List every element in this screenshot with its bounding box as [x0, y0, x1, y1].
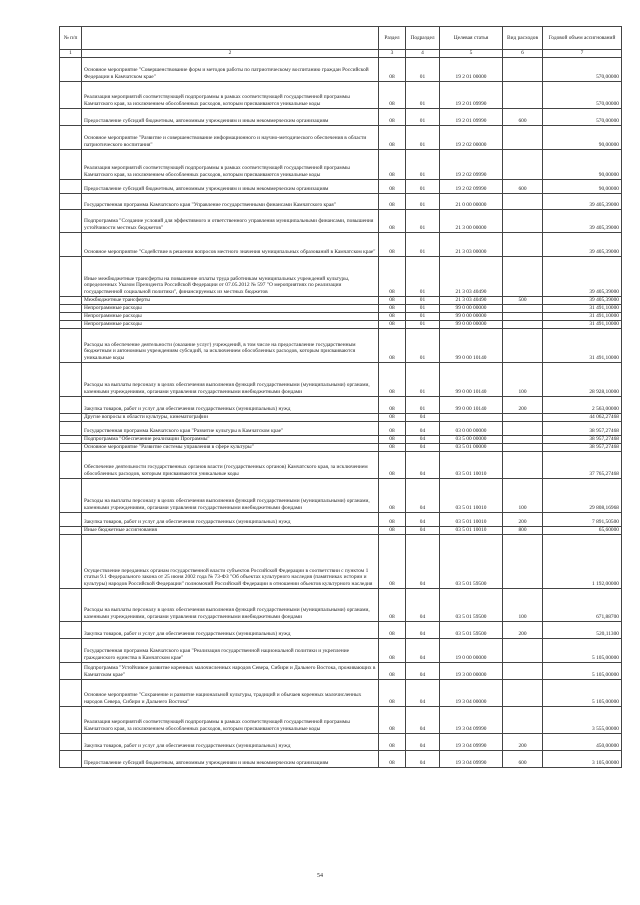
row-target-article: 19 3 04 09990: [440, 733, 503, 750]
row-expense-type: 100: [503, 362, 543, 396]
col-header-expense-type: Вид расходов: [503, 27, 543, 50]
table-row: [60, 638, 622, 662]
row-podrazdel: 04: [406, 443, 440, 451]
row-expense-type: 100: [503, 588, 543, 621]
row-amount: 5 105,00000: [543, 662, 622, 679]
row-razdel: 08: [379, 193, 406, 209]
table-row: [60, 296, 622, 304]
col-number: 4: [406, 50, 440, 58]
row-number: [60, 193, 82, 209]
row-expense-type: [503, 451, 543, 478]
row-target-article: 21 3 03 40490: [440, 256, 503, 296]
row-razdel: 08: [379, 256, 406, 296]
row-number: [60, 478, 82, 512]
row-podrazdel: 01: [406, 312, 440, 320]
row-podrazdel: 04: [406, 588, 440, 621]
row-expense-type: 600: [503, 108, 543, 125]
row-number: [60, 320, 82, 328]
col-number: 2: [82, 50, 379, 58]
row-expense-type: 200: [503, 396, 543, 413]
row-expense-type: [503, 304, 543, 312]
row-razdel: 08: [379, 662, 406, 679]
row-target-article: 19 3 04 09990: [440, 750, 503, 767]
row-target-article: 19 0 00 00000: [440, 638, 503, 662]
row-name: Закупка товаров, работ и услуг для обеспечения государственных (муниципальных) нужд: [82, 733, 379, 750]
row-number: [60, 81, 82, 108]
row-name: Предоставление субсидий бюджетным, автономным учреждениям и иным некоммерческим организациям: [82, 750, 379, 767]
table-row: [60, 149, 622, 179]
row-number: [60, 534, 82, 588]
row-number: [60, 304, 82, 312]
row-razdel: 08: [379, 81, 406, 108]
row-number: [60, 451, 82, 478]
header-row: [60, 27, 622, 50]
table-row: [60, 662, 622, 679]
table-row: [60, 256, 622, 296]
row-podrazdel: 01: [406, 296, 440, 304]
row-razdel: 08: [379, 125, 406, 149]
row-number: [60, 443, 82, 451]
table-row: [60, 534, 622, 588]
table-row: [60, 328, 622, 362]
row-expense-type: 600: [503, 179, 543, 193]
row-podrazdel: 04: [406, 638, 440, 662]
row-target-article: 19 3 04 00000: [440, 679, 503, 706]
row-razdel: 08: [379, 304, 406, 312]
row-razdel: 08: [379, 512, 406, 526]
row-target-article: 19 2 02 00000: [440, 125, 503, 149]
col-number: 6: [503, 50, 543, 58]
row-expense-type: 800: [503, 526, 543, 534]
row-amount: 31 491,10000: [543, 304, 622, 312]
row-podrazdel: 04: [406, 534, 440, 588]
table-row: [60, 108, 622, 125]
table-row: [60, 209, 622, 232]
row-name: Предоставление субсидий бюджетным, автономным учреждениям и иным некоммерческим организациям: [82, 108, 379, 125]
row-name: Реализация мероприятий соответствующей подпрограммы в рамках соответствующей государственной программы Камчатского края, за исключением обособленных расходов, которым присваиваются уникальные коды: [82, 81, 379, 108]
row-razdel: 08: [379, 320, 406, 328]
row-expense-type: 500: [503, 296, 543, 304]
table-row: [60, 435, 622, 443]
row-podrazdel: 01: [406, 256, 440, 296]
row-name: Межбюджетные трансферты: [82, 296, 379, 304]
row-expense-type: [503, 312, 543, 320]
row-target-article: 21 3 00 00000: [440, 209, 503, 232]
row-name: Подпрограмма "Обеспечение реализации Программы": [82, 435, 379, 443]
row-name: Основное мероприятие "Совершенствование форм и методов работы по патриотическому воспитанию граждан Российской Федерации в Камчатском крае": [82, 57, 379, 81]
row-razdel: 08: [379, 413, 406, 421]
row-amount: 671,88700: [543, 588, 622, 621]
row-target-article: 19 3 00 00000: [440, 662, 503, 679]
row-razdel: 08: [379, 57, 406, 81]
table-row: [60, 81, 622, 108]
row-expense-type: 100: [503, 478, 543, 512]
row-name: Государственная программа Камчатского края "Управление государственными финансами Камчатского края": [82, 193, 379, 209]
row-razdel: 08: [379, 362, 406, 396]
row-razdel: 08: [379, 149, 406, 179]
row-expense-type: [503, 193, 543, 209]
col-number: 7: [543, 50, 622, 58]
row-amount: 2 563,00000: [543, 396, 622, 413]
row-podrazdel: 04: [406, 526, 440, 534]
row-number: [60, 209, 82, 232]
row-podrazdel: 04: [406, 421, 440, 435]
row-number: [60, 679, 82, 706]
row-target-article: 21 3 03 40490: [440, 296, 503, 304]
row-podrazdel: 01: [406, 232, 440, 256]
row-razdel: 08: [379, 421, 406, 435]
row-target-article: 99 0 00 00000: [440, 320, 503, 328]
row-razdel: 08: [379, 108, 406, 125]
row-amount: 38 957,27468: [543, 435, 622, 443]
row-expense-type: [503, 57, 543, 81]
row-name: Государственная программа Камчатского края "Реализация государственной национальной политики и укрепление гражданского единства в Камчатском крае": [82, 638, 379, 662]
row-amount: 31 491,10000: [543, 328, 622, 362]
row-target-article: 99 0 00 00000: [440, 304, 503, 312]
col-header-razdel: Раздел: [379, 27, 406, 50]
row-amount: 31 491,10000: [543, 312, 622, 320]
row-expense-type: 200: [503, 733, 543, 750]
row-expense-type: [503, 679, 543, 706]
row-podrazdel: 01: [406, 149, 440, 179]
row-target-article: 03 5 01 10010: [440, 526, 503, 534]
row-amount: 38 957,27468: [543, 421, 622, 435]
row-podrazdel: 04: [406, 413, 440, 421]
row-number: [60, 750, 82, 767]
row-amount: 90,00000: [543, 125, 622, 149]
table-row: [60, 679, 622, 706]
row-amount: 39 405,39000: [543, 193, 622, 209]
row-podrazdel: 01: [406, 108, 440, 125]
row-expense-type: [503, 706, 543, 733]
row-expense-type: [503, 256, 543, 296]
row-amount: 7 891,50500: [543, 512, 622, 526]
table-row: [60, 320, 622, 328]
row-target-article: 03 5 01 10010: [440, 451, 503, 478]
row-amount: 520,11300: [543, 621, 622, 638]
row-podrazdel: 04: [406, 512, 440, 526]
row-name: Иные межбюджетные трансферты на повышение оплаты труда работникам муниципальных учреждений культуры, определенных Указом Президента Российской Федерации от 07.05.2012 № 597 "О мероприятиях по реализации государственной социальной политики", финансируемых из местных бюджетов: [82, 256, 379, 296]
row-expense-type: 600: [503, 750, 543, 767]
row-amount: 90,00000: [543, 179, 622, 193]
row-amount: 90,00000: [543, 149, 622, 179]
row-podrazdel: 01: [406, 209, 440, 232]
table-row: [60, 312, 622, 320]
row-name: Реализация мероприятий соответствующей подпрограммы в рамках соответствующей государственной программы Камчатского края, за исключением обособленных расходов, которым присваиваются уникальные коды: [82, 149, 379, 179]
row-podrazdel: 04: [406, 706, 440, 733]
table-row: [60, 421, 622, 435]
row-expense-type: 200: [503, 621, 543, 638]
row-amount: 65,60000: [543, 526, 622, 534]
row-expense-type: 200: [503, 512, 543, 526]
row-number: [60, 512, 82, 526]
row-number: [60, 125, 82, 149]
row-amount: 37 765,27468: [543, 451, 622, 478]
row-name: Расходы на выплаты персоналу в целях обеспечения выполнения функций государственными (муниципальными) органами, казенными учреждениями, органами управления государственными внебюджетными фондами: [82, 478, 379, 512]
table-row: [60, 125, 622, 149]
row-name: Непрограммные расходы: [82, 320, 379, 328]
row-target-article: 03 5 01 00000: [440, 443, 503, 451]
row-razdel: 08: [379, 443, 406, 451]
row-amount: 3 105,00000: [543, 750, 622, 767]
row-podrazdel: 04: [406, 733, 440, 750]
row-name: Основное мероприятие "Развитие системы управления в сфере культуры": [82, 443, 379, 451]
row-razdel: 08: [379, 526, 406, 534]
row-target-article: 03 5 01 59500: [440, 621, 503, 638]
row-name: Расходы на выплаты персоналу в целях обеспечения выполнения функций государственными (муниципальными) органами, казенными учреждениями, органами управления государственными внебюджетными фондами: [82, 362, 379, 396]
row-amount: 3 555,00000: [543, 706, 622, 733]
row-expense-type: [503, 209, 543, 232]
row-razdel: 08: [379, 750, 406, 767]
row-amount: 450,00000: [543, 733, 622, 750]
row-number: [60, 396, 82, 413]
row-number: [60, 232, 82, 256]
row-number: [60, 733, 82, 750]
col-number: 1: [60, 50, 82, 58]
table-row: [60, 232, 622, 256]
row-podrazdel: 01: [406, 320, 440, 328]
row-number: [60, 149, 82, 179]
table-row: [60, 706, 622, 733]
row-podrazdel: 01: [406, 193, 440, 209]
row-number: [60, 57, 82, 81]
row-target-article: 03 5 00 00000: [440, 435, 503, 443]
row-amount: 39 405,39000: [543, 296, 622, 304]
row-number: [60, 526, 82, 534]
row-razdel: 08: [379, 588, 406, 621]
table-row: [60, 621, 622, 638]
table-row: [60, 443, 622, 451]
row-target-article: 19 2 02 09990: [440, 149, 503, 179]
row-target-article: [440, 413, 503, 421]
row-number: [60, 179, 82, 193]
row-razdel: 08: [379, 638, 406, 662]
row-expense-type: [503, 320, 543, 328]
row-expense-type: [503, 81, 543, 108]
row-target-article: 21 3 03 00000: [440, 232, 503, 256]
row-expense-type: [503, 232, 543, 256]
row-amount: 39 405,39000: [543, 209, 622, 232]
row-name: Предоставление субсидий бюджетным, автономным учреждениям и иным некоммерческим организациям: [82, 179, 379, 193]
row-name: Обеспечение деятельности государственных органов власти (государственных органов) Камчатского края, за исключением обособленных расходов, которым присваиваются уникальные коды: [82, 451, 379, 478]
row-podrazdel: 01: [406, 179, 440, 193]
col-header-number: № п/п: [60, 27, 82, 50]
row-amount: 39 405,39000: [543, 256, 622, 296]
row-razdel: 08: [379, 534, 406, 588]
row-name: Непрограммные расходы: [82, 312, 379, 320]
row-expense-type: [503, 125, 543, 149]
table-row: [60, 512, 622, 526]
row-target-article: 99 0 00 10140: [440, 396, 503, 413]
row-target-article: 21 0 00 00000: [440, 193, 503, 209]
row-number: [60, 435, 82, 443]
row-podrazdel: 04: [406, 478, 440, 512]
row-amount: 5 105,00000: [543, 638, 622, 662]
row-target-article: 19 2 01 00000: [440, 57, 503, 81]
row-name: Расходы на выплаты персоналу в целях обеспечения выполнения функций государственными (муниципальными) органами, казенными учреждениями, органами управления государственными внебюджетными фондами: [82, 588, 379, 621]
row-number: [60, 638, 82, 662]
table-body: [60, 57, 622, 767]
row-podrazdel: 04: [406, 662, 440, 679]
row-razdel: 08: [379, 396, 406, 413]
row-target-article: 19 3 04 09990: [440, 706, 503, 733]
col-header-name: [82, 27, 379, 50]
row-razdel: 08: [379, 679, 406, 706]
row-number: [60, 706, 82, 733]
col-header-target-article: Целевая статья: [440, 27, 503, 50]
row-name: Основное мероприятие "Содействие в решении вопросов местного значения муниципальных образований в Камчатском крае": [82, 232, 379, 256]
table-row: [60, 179, 622, 193]
row-name: Непрограммные расходы: [82, 304, 379, 312]
row-expense-type: [503, 421, 543, 435]
row-target-article: 03 5 01 10010: [440, 512, 503, 526]
row-expense-type: [503, 149, 543, 179]
table-row: [60, 193, 622, 209]
row-amount: 5 105,00000: [543, 679, 622, 706]
row-name: Подпрограмма "Создание условий для эффективного и ответственного управления муниципальными финансами, повышения устойчивости местных бюджетов": [82, 209, 379, 232]
page-number: 54: [317, 873, 323, 879]
table-row: [60, 304, 622, 312]
row-name: Государственная программа Камчатского края "Развитие культуры в Камчатском крае": [82, 421, 379, 435]
row-name: Иные бюджетные ассигнования: [82, 526, 379, 534]
row-number: [60, 312, 82, 320]
row-amount: 570,00000: [543, 57, 622, 81]
row-number: [60, 296, 82, 304]
row-amount: 29 808,16968: [543, 478, 622, 512]
row-name: Осуществление переданных органам государственной власти субъектов Российской Федерации в соответствии с пунктом 1 статьи 9.1 Федерального закона от 25 июня 2002 года № 73-ФЗ "Об объектах культурного наследия (памятниках истории и культуры) народов Российской Федерации" полномочий Российской Федерации в отношении объектов культурного наследия: [82, 534, 379, 588]
table-row: [60, 526, 622, 534]
table-row: [60, 478, 622, 512]
row-target-article: 19 2 01 09990: [440, 81, 503, 108]
column-number-row: [60, 50, 622, 58]
row-podrazdel: 01: [406, 125, 440, 149]
row-amount: 39 405,39000: [543, 232, 622, 256]
table-row: [60, 362, 622, 396]
row-target-article: 99 0 00 00000: [440, 312, 503, 320]
row-podrazdel: 04: [406, 435, 440, 443]
table-row: [60, 413, 622, 421]
col-number: 5: [440, 50, 503, 58]
row-name: Закупка товаров, работ и услуг для обеспечения государственных (муниципальных) нужд: [82, 396, 379, 413]
row-expense-type: [503, 534, 543, 588]
row-razdel: 08: [379, 733, 406, 750]
row-expense-type: [503, 435, 543, 443]
table-row: [60, 733, 622, 750]
row-target-article: 19 2 02 09990: [440, 179, 503, 193]
col-header-annual-amount: Годовой объем ассигнований: [543, 27, 622, 50]
row-podrazdel: 01: [406, 81, 440, 108]
row-target-article: 99 0 00 10140: [440, 362, 503, 396]
row-target-article: 99 0 00 10140: [440, 328, 503, 362]
row-razdel: 08: [379, 706, 406, 733]
row-name: Расходы на обеспечение деятельности (оказание услуг) учреждений, в том числе на предоставление государственным бюджетным и автономным учреждениям субсидий, за исключением обособленных расходов, которым присваиваются уникальные коды: [82, 328, 379, 362]
row-amount: 44 062,27468: [543, 413, 622, 421]
table-row: [60, 588, 622, 621]
row-expense-type: [503, 328, 543, 362]
row-number: [60, 256, 82, 296]
budget-table: [59, 26, 622, 768]
col-header-podrazdel: Подраздел: [406, 27, 440, 50]
row-name: Реализация мероприятий соответствующей подпрограммы в рамках соответствующей государственной программы Камчатского края, за исключением обособленных расходов, которым присваиваются уникальные коды: [82, 706, 379, 733]
row-number: [60, 413, 82, 421]
row-amount: 38 957,27468: [543, 443, 622, 451]
row-razdel: 08: [379, 312, 406, 320]
row-name: Основное мероприятие "Развитие и совершенствование информационного и научно-методического обеспечения в области патриотического воспитания": [82, 125, 379, 149]
row-razdel: 08: [379, 179, 406, 193]
row-name: Подпрограмма "Устойчивое развитие коренных малочисленных народов Севера, Сибири и Дальнего Востока, проживающих в Камчатском крае": [82, 662, 379, 679]
row-name: Другие вопросы в области культуры, кинематографии: [82, 413, 379, 421]
row-target-article: 03 5 01 59500: [440, 534, 503, 588]
row-podrazdel: 01: [406, 328, 440, 362]
table-row: [60, 396, 622, 413]
row-target-article: 19 2 01 09990: [440, 108, 503, 125]
row-razdel: 08: [379, 451, 406, 478]
row-number: [60, 588, 82, 621]
row-razdel: 08: [379, 209, 406, 232]
row-expense-type: [503, 413, 543, 421]
row-number: [60, 621, 82, 638]
row-expense-type: [503, 443, 543, 451]
row-podrazdel: 04: [406, 451, 440, 478]
row-podrazdel: 01: [406, 304, 440, 312]
row-amount: 31 491,10000: [543, 320, 622, 328]
row-podrazdel: 04: [406, 750, 440, 767]
row-razdel: 08: [379, 478, 406, 512]
row-amount: 1 192,00000: [543, 534, 622, 588]
col-number: 3: [379, 50, 406, 58]
table-row: [60, 451, 622, 478]
row-number: [60, 362, 82, 396]
row-number: [60, 662, 82, 679]
row-expense-type: [503, 638, 543, 662]
row-podrazdel: 04: [406, 621, 440, 638]
row-razdel: 08: [379, 435, 406, 443]
row-amount: 570,00000: [543, 81, 622, 108]
row-target-article: 03 5 01 59500: [440, 588, 503, 621]
row-target-article: 03 0 00 00000: [440, 421, 503, 435]
row-amount: 570,00000: [543, 108, 622, 125]
row-amount: 28 928,10000: [543, 362, 622, 396]
row-razdel: 08: [379, 232, 406, 256]
row-razdel: 08: [379, 328, 406, 362]
row-number: [60, 328, 82, 362]
row-podrazdel: 01: [406, 57, 440, 81]
row-number: [60, 108, 82, 125]
row-name: Закупка товаров, работ и услуг для обеспечения государственных (муниципальных) нужд: [82, 512, 379, 526]
row-number: [60, 421, 82, 435]
table-row: [60, 57, 622, 81]
row-razdel: 08: [379, 621, 406, 638]
row-podrazdel: 01: [406, 362, 440, 396]
row-name: Основное мероприятие "Сохранение и развитие национальной культуры, традиций и обычаев коренных малочисленных народов Севера, Сибири и Дальнего Востока": [82, 679, 379, 706]
row-podrazdel: 04: [406, 679, 440, 706]
table-row: [60, 750, 622, 767]
row-expense-type: [503, 662, 543, 679]
row-razdel: 08: [379, 296, 406, 304]
row-target-article: 03 5 01 10010: [440, 478, 503, 512]
row-podrazdel: 01: [406, 396, 440, 413]
row-name: Закупка товаров, работ и услуг для обеспечения государственных (муниципальных) нужд: [82, 621, 379, 638]
